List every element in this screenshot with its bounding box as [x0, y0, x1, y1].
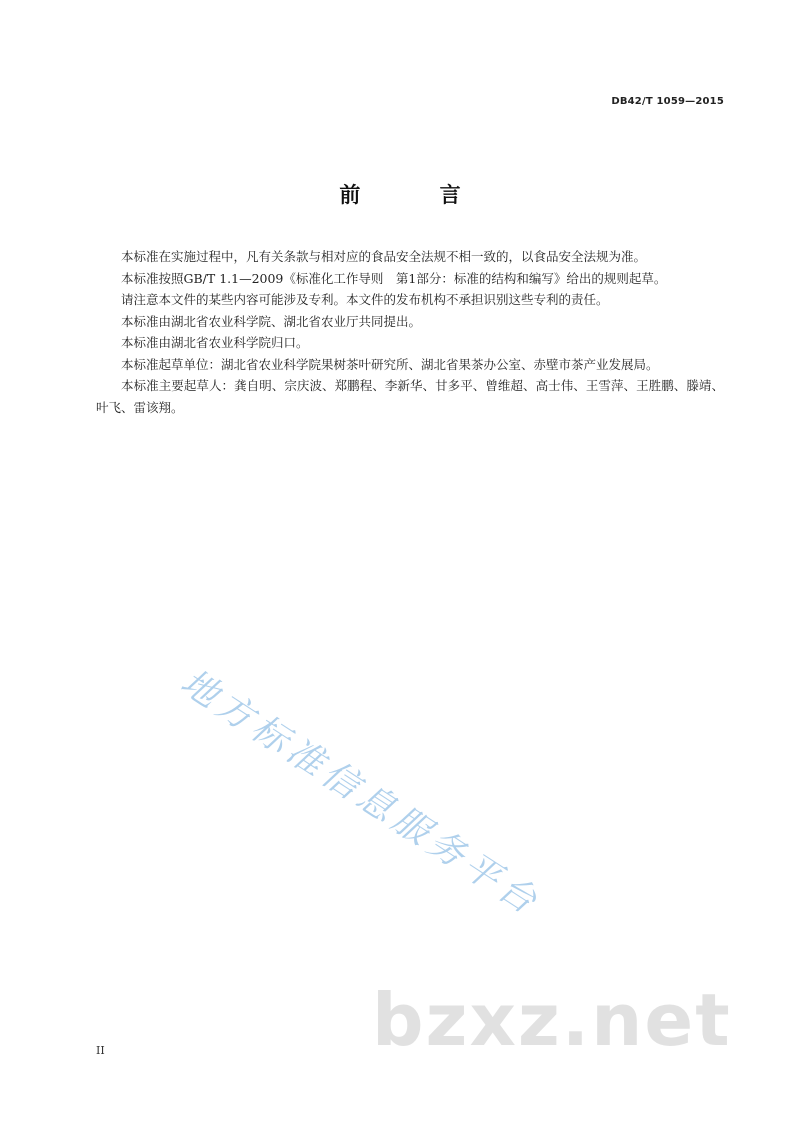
page-number: II	[96, 1044, 105, 1057]
foreword-body	[96, 246, 724, 418]
standard-code: DB42/T 1059—2015	[611, 96, 724, 107]
chinese-watermark: 地方标准信息服务平台	[173, 661, 548, 925]
paragraph: 本标准起草单位：湖北省农业科学院果树茶叶研究所、湖北省果茶办公室、赤壁市茶产业发展局。	[121, 356, 659, 372]
page-title: 前 言	[339, 183, 497, 207]
site-watermark: bzxz.net	[372, 978, 732, 1062]
paragraph: 本标准按照GB/T 1.1—2009《标准化工作导则 第1部分：标准的结构和编写》给出的规则起草。	[121, 270, 667, 286]
paragraph: 本标准在实施过程中，凡有关条款与相对应的食品安全法规不相一致的，以食品安全法规为准。	[121, 249, 647, 264]
paragraph: 本标准由湖北省农业科学院、湖北省农业厅共同提出。	[121, 313, 422, 329]
paragraph: 请注意本文件的某些内容可能涉及专利。本文件的发布机构不承担识别这些专利的责任。	[121, 292, 609, 307]
paragraph: 本标准由湖北省农业科学院归口。	[121, 335, 309, 350]
paragraph: 本标准主要起草人：龚自明、宗庆波、郑鹏程、李新华、甘多平、曾维超、高士伟、王雪萍、王胜鹏、滕靖、叶飞、雷该翔。	[96, 378, 724, 415]
